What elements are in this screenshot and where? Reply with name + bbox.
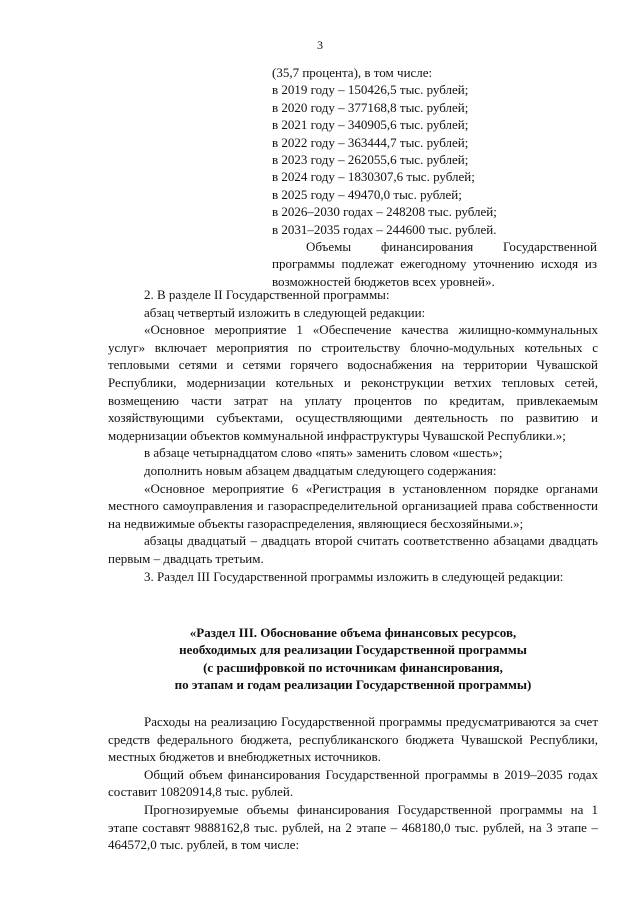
paragraph: Общий объем финансирования Государственной программы в 2019–2035 годах составит 10820914,8 тыс. рублей. [108, 766, 598, 800]
funding-by-year-list [272, 64, 597, 290]
heading-line: (с расшифровкой по источникам финансирования, [203, 659, 503, 675]
heading-line: необходимых для реализации Государственной программы [179, 642, 527, 658]
funding-year-2019: в 2019 году – 150426,5 тыс. рублей; [272, 82, 469, 98]
paragraph: абзац четвертый изложить в следующей редакции: [144, 304, 426, 320]
paragraph: Расходы на реализацию Государственной программы предусматриваются за счет средств федерального бюджета, республиканского бюджета Чувашской Республики, местных бюджетов и внебюджетных источников. [108, 714, 598, 765]
paragraph: 3. Раздел III Государственной программы изложить в следующей редакции: [144, 568, 564, 584]
heading-line: по этапам и годам реализации Государственной программы) [174, 677, 532, 693]
funding-years-2031-2035: в 2031–2035 годах – 244600 тыс. рублей. [272, 221, 497, 237]
page-number: 3 [317, 38, 323, 52]
heading-line: «Раздел III. Обоснование объема финансовых ресурсов, [189, 625, 517, 640]
funding-intro: (35,7 процента), в том числе: [272, 65, 433, 80]
funding-year-2022: в 2022 году – 363444,7 тыс. рублей; [272, 134, 469, 150]
funding-year-2021: в 2021 году – 340905,6 тыс. рублей; [272, 117, 469, 133]
paragraph: Прогнозируемые объемы финансирования Государственной программы на 1 этапе составят 9888162,8 тыс. рублей, на 2 этапе – 468180,0 тыс. рублей, на 3 этапе – 464572,0 тыс. рублей, в том числе: [108, 801, 598, 853]
paragraph: «Основное мероприятие 1 «Обеспечение качества жилищно-коммунальных услуг» включает мероприятия по строительству блочно-модульных котельных с тепловыми сетями и сетями горячего водоснабжения на территории Чувашской Республики, модернизации котельных и реконструкции ветхих тепловых сетей, возмещению части затрат на уплату процентов по кредитам, привлекаемым хозяйствующими субъектами, осуществляющими деятельность по развитию и модернизации объектов коммунальной инфраструктуры Чувашской Республики.»; [108, 322, 598, 443]
paragraph: абзацы двадцатый – двадцать второй считать соответственно абзацами двадцать первым – двадцать третьим. [108, 533, 598, 566]
section-2-amendments [108, 286, 598, 585]
paragraph: «Основное мероприятие 6 «Регистрация в установленном порядке органами местного самоуправления и газораспределительной организацией права собственности на недвижимые объекты газораспределения, являющиеся бесхозяйными.»; [108, 480, 598, 531]
funding-closing-paragraph: Объемы финансирования Государственной программы подлежат ежегодному уточнению исходя из возможностей бюджетов всех уровней». [272, 238, 597, 289]
funding-year-2024: в 2024 году – 1830307,6 тыс. рублей; [272, 169, 475, 185]
paragraph: 2. В разделе II Государственной программы: [144, 287, 390, 302]
paragraph: дополнить новым абзацем двадцатым следующего содержания: [144, 462, 497, 478]
funding-years-2026-2030: в 2026–2030 годах – 248208 тыс. рублей; [272, 204, 497, 220]
paragraph: в абзаце четырнадцатом слово «пять» заменить словом «шесть»; [144, 445, 503, 461]
funding-year-2025: в 2025 году – 49470,0 тыс. рублей; [272, 186, 462, 202]
section-3-heading [108, 624, 598, 694]
funding-year-2023: в 2023 году – 262055,6 тыс. рублей; [272, 151, 469, 167]
section-3-body [108, 713, 598, 854]
funding-year-2020: в 2020 году – 377168,8 тыс. рублей; [272, 99, 469, 115]
